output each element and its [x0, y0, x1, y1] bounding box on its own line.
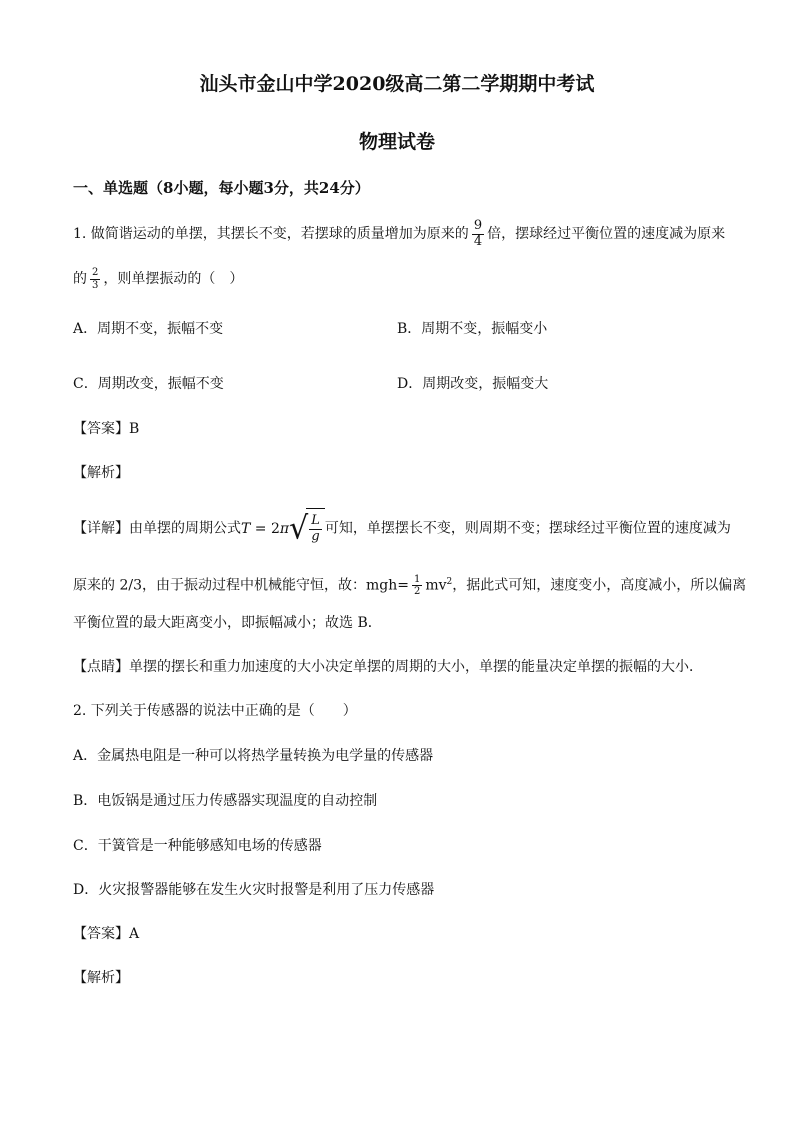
q2-answer: [73, 923, 139, 943]
detail-text-b: 可知，单摆摆长不变，则周期不变；摆球经过平衡位置的速度减为: [324, 520, 731, 537]
q1-option-d: D．周期改变，振幅变大: [397, 376, 549, 392]
q1-detail-line3: 平衡位置的最大距离变小，即振幅减小；故选 B．: [73, 615, 382, 631]
q1-line1-post: 倍，摆球经过平衡位置的速度减为原来: [487, 226, 726, 242]
sqrt-sign-icon: √: [289, 509, 309, 547]
q1-stem-line1: [73, 216, 725, 252]
q2-option-d: D．火灾报警器能够在发生火灾时报警是利用了压力传感器: [73, 882, 435, 898]
frac-numerator: 2: [92, 267, 99, 278]
formula-eq: = 2: [250, 520, 280, 537]
q1-option-b: B．周期不变，振幅变小: [397, 321, 548, 337]
q2-analysis-tag: 【解析】: [73, 970, 129, 986]
q1-fraction-two-thirds: [90, 267, 100, 291]
detail-l2-c: ，据此式可知，速度变小，高度减小，所以偏离: [452, 577, 747, 594]
section-heading: 一、单选题（8小题，每小题3分，共24分）: [73, 179, 370, 197]
q1-line2-pre: 的: [73, 271, 87, 287]
detail-l2-a: 原来的 2/3，由于振动过程中机械能守恒，故：mgh=: [73, 577, 409, 594]
comment-text: 单摆的摆长和重力加速度的大小决定单摆的周期的大小，单摆的能量决定单摆的振幅的大小．: [129, 659, 703, 675]
frac-numerator: 1: [413, 573, 421, 585]
q1-detail-line1: [73, 508, 731, 549]
frac-denominator: g: [311, 528, 320, 544]
formula-fraction-L-over-g: [309, 514, 322, 545]
detail-l2-b: mv: [425, 577, 447, 594]
q1-fraction-nine-quarters: [472, 219, 484, 250]
frac-numerator: L: [311, 512, 320, 528]
q1-line1-pre: 1. 做简谐运动的单摆，其摆长不变，若摆球的质量增加为原来的: [73, 226, 469, 242]
q1-answer: [73, 418, 139, 438]
q2-option-b: B．电饭锅是通过压力传感器实现温度的自动控制: [73, 793, 378, 809]
sqrt-body: [306, 508, 325, 549]
q1-comment: [73, 656, 703, 676]
detail-text-a: 由单摆的周期公式: [129, 520, 241, 537]
frac-denominator: 3: [92, 279, 99, 291]
q1-analysis-tag: 【解析】: [73, 465, 129, 481]
q1-detail-line2: [73, 564, 746, 604]
q1-line2-post: ，则单摆振动的（ ）: [103, 271, 244, 287]
formula-pi: π: [279, 520, 290, 537]
frac-denominator: 2: [413, 586, 421, 598]
frac-denominator: 4: [473, 233, 483, 249]
answer-tag: 【答案】: [73, 421, 129, 437]
q1-option-a: A．周期不变，振幅不变: [73, 321, 224, 337]
answer-tag: 【答案】: [73, 926, 129, 942]
sqrt-expression: [289, 508, 325, 549]
q1-option-c: C．周期改变，振幅不变: [73, 376, 224, 392]
formula-T: T: [241, 520, 251, 537]
exam-subtitle: 物理试卷: [358, 131, 435, 153]
answer-value: A: [129, 926, 140, 942]
q1-stem-line2: [73, 261, 243, 297]
q2-option-c: C．干簧管是一种能够感知电场的传感器: [73, 838, 322, 854]
detail-l2-sup: 2: [446, 577, 453, 587]
detail-tag: 【详解】: [73, 520, 129, 537]
comment-tag: 【点睛】: [73, 659, 129, 675]
period-formula: [241, 509, 325, 547]
exam-title: 汕头市金山中学2020级高二第二学期期中考试: [199, 73, 595, 95]
q2-stem: 2. 下列关于传感器的说法中正确的是（ ）: [73, 703, 357, 719]
frac-numerator: 9: [473, 217, 483, 233]
fraction-one-half: [412, 574, 422, 598]
answer-value: B: [129, 421, 140, 437]
q2-option-a: A．金属热电阻是一种可以将热学量转换为电学量的传感器: [73, 748, 434, 764]
